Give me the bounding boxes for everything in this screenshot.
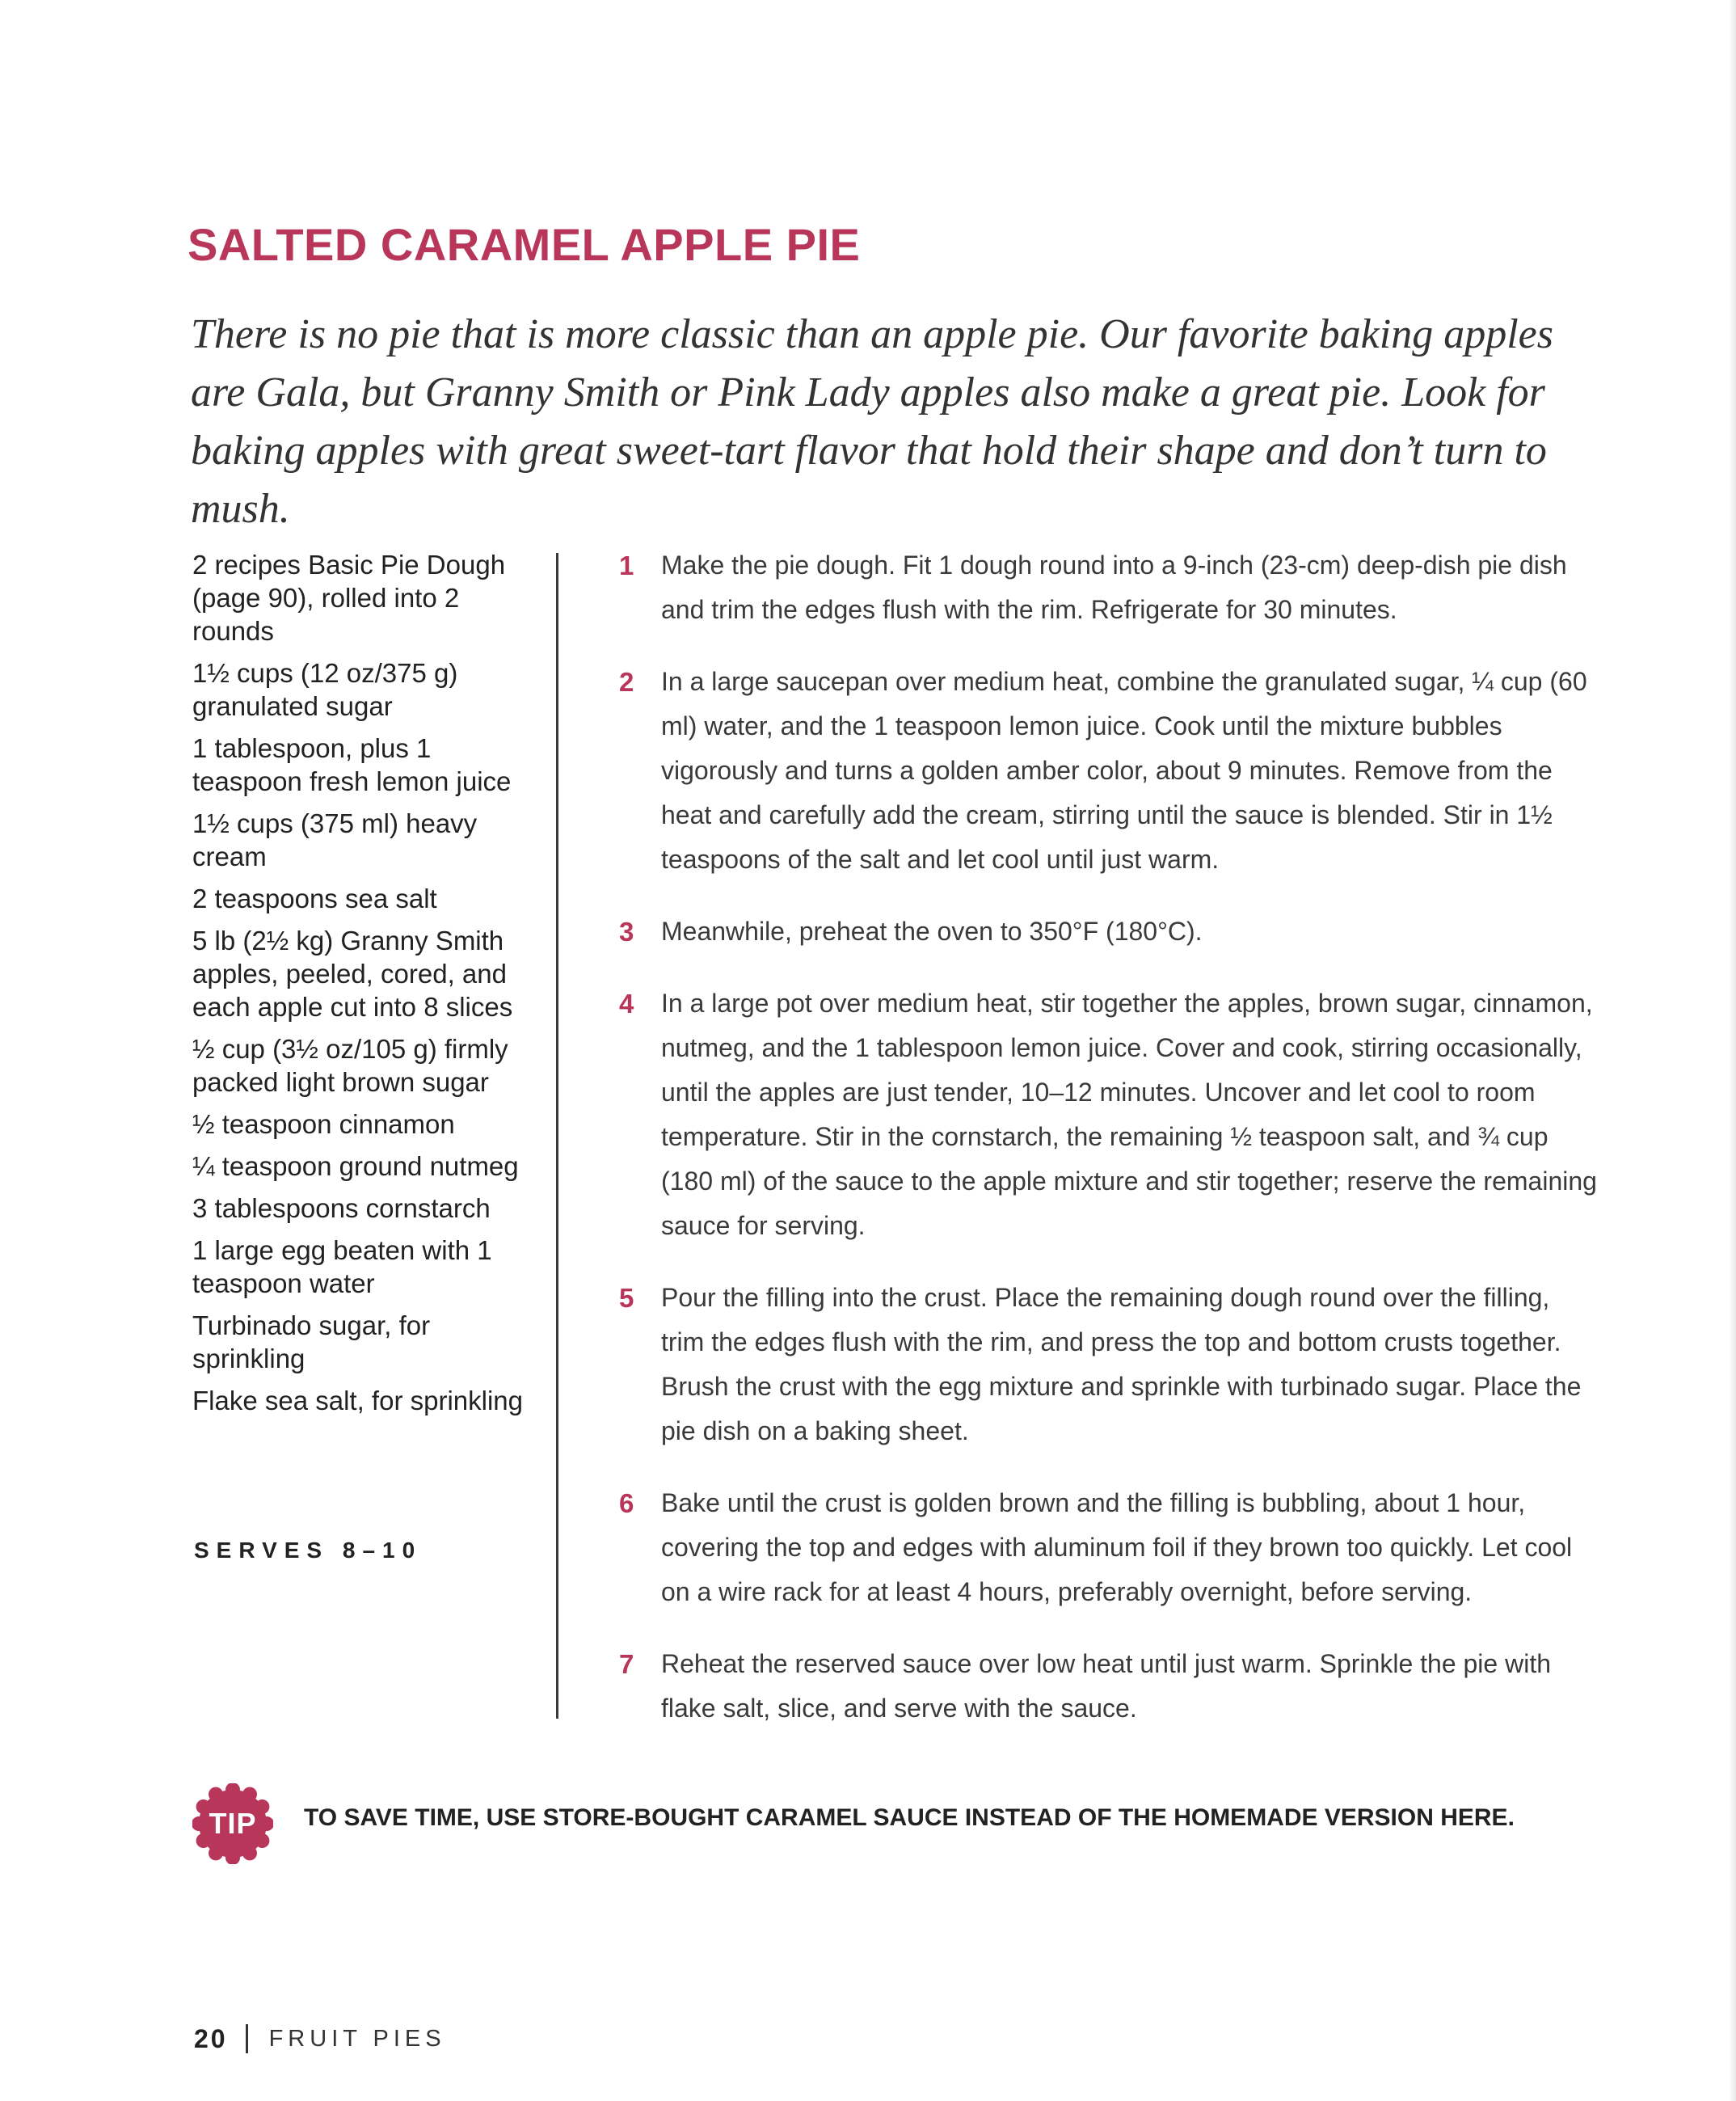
ingredient-item: 1½ cups (375 ml) heavy cream (192, 808, 478, 871)
step-text: Pour the filling into the crust. Place the remaining dough round over the filling, trim the edges flush with the rim, and press the top and bottom crusts together. Brush the crust with the egg mixture and sprinkle with turbinado sugar. Place the pie dish on a baking sheet. (661, 1283, 1582, 1445)
ingredient-item: ¼ teaspoon ground nutmeg (192, 1151, 519, 1181)
footer-separator (246, 2024, 248, 2053)
section-name: FRUIT PIES (268, 2025, 446, 2052)
method-steps (619, 543, 1597, 1758)
ingredient-item: 3 tablespoons cornstarch (192, 1193, 491, 1223)
step-text: In a large pot over medium heat, stir together the apples, brown sugar, cinnamon, nutmeg, and the 1 tablespoon lemon juice. Cover and cook, stirring occasionally, until the apples are just tender, 10–12 minutes. Uncover and let cool to room temperature. Stir in the cornstarch, the remaining ½ teaspoon salt, and ¾ cup (180 ml) of the sauce to the apple mixture and stir together; reserve the remaining sauce for serving. (661, 989, 1597, 1240)
step-number: 7 (619, 1649, 634, 1679)
page-footer (194, 2023, 446, 2055)
step-number: 3 (619, 917, 634, 947)
recipe-intro: There is no pie that is more classic than an apple pie. Our favorite baking apples are Gala, but Granny Smith or Pink Lady apples also make a great pie. Look for baking apples with great sweet-tart flavor that hold their shape and don’t turn to mush. (191, 311, 1553, 532)
step-number: 2 (619, 667, 634, 697)
step-item (619, 981, 1597, 1248)
ingredient-item: Turbinado sugar, for sprinkling (192, 1310, 431, 1373)
ingredient-item: 1½ cups (12 oz/375 g) granulated sugar (192, 658, 458, 721)
ingredient-item: 2 teaspoons sea salt (192, 884, 437, 913)
ingredient-item: 1 large egg beaten with 1 teaspoon water (192, 1235, 492, 1298)
tip-badge-label: TIP (209, 1807, 257, 1840)
ingredient-item: 2 recipes Basic Pie Dough (page 90), rolled into 2 rounds (192, 550, 506, 646)
page-edge-shadow (1730, 0, 1736, 2101)
step-item (619, 1642, 1597, 1731)
step-item (619, 1481, 1597, 1614)
ingredient-item: ½ teaspoon cinnamon (192, 1109, 455, 1139)
step-item (619, 543, 1597, 632)
step-item (619, 660, 1597, 882)
serves-label: SERVES 8–10 (194, 1538, 423, 1563)
ingredient-item: 1 tablespoon, plus 1 teaspoon fresh lemon juice (192, 733, 512, 796)
ingredient-item: ½ cup (3½ oz/105 g) firmly packed light brown sugar (192, 1034, 508, 1097)
ingredients-list (192, 548, 532, 1426)
tip-badge (192, 1783, 273, 1864)
step-text: Bake until the crust is golden brown and the filling is bubbling, about 1 hour, covering the top and edges with aluminum foil if they brown too quickly. Let cool on a wire rack for at least 4 hours, preferably overnight, before serving. (661, 1488, 1573, 1606)
column-divider (556, 553, 558, 1719)
ingredient-item: 5 lb (2½ kg) Granny Smith apples, peeled, cored, and each apple cut into 8 slices (192, 926, 513, 1022)
recipe-title: SALTED CARAMEL APPLE PIE (188, 219, 861, 270)
step-text: Reheat the reserved sauce over low heat until just warm. Sprinkle the pie with flake salt, slice, and serve with the sauce. (661, 1649, 1551, 1723)
ingredient-item: Flake sea salt, for sprinkling (192, 1386, 524, 1415)
step-text: Meanwhile, preheat the oven to 350°F (180°C). (661, 917, 1203, 946)
step-number: 5 (619, 1283, 634, 1313)
step-number: 1 (619, 551, 634, 580)
tip-text: TO SAVE TIME, USE STORE-BOUGHT CARAMEL SAUCE INSTEAD OF THE HOMEMADE VERSION HERE. (304, 1804, 1515, 1831)
step-text: In a large saucepan over medium heat, combine the granulated sugar, ¼ cup (60 ml) water, and the 1 teaspoon lemon juice. Cook until the mixture bubbles vigorously and turns a golden amber color, about 9 minutes. Remove from the heat and carefully add the cream, stirring until the sauce is blended. Stir in 1½ teaspoons of the salt and let cool until just warm. (661, 667, 1587, 874)
step-text: Make the pie dough. Fit 1 dough round into a 9-inch (23-cm) deep-dish pie dish and trim the edges flush with the rim. Refrigerate for 30 minutes. (661, 551, 1567, 624)
step-item (619, 909, 1597, 954)
step-number: 4 (619, 989, 634, 1019)
page-number: 20 (194, 2023, 228, 2053)
step-number: 6 (619, 1488, 634, 1518)
step-item (619, 1276, 1597, 1453)
